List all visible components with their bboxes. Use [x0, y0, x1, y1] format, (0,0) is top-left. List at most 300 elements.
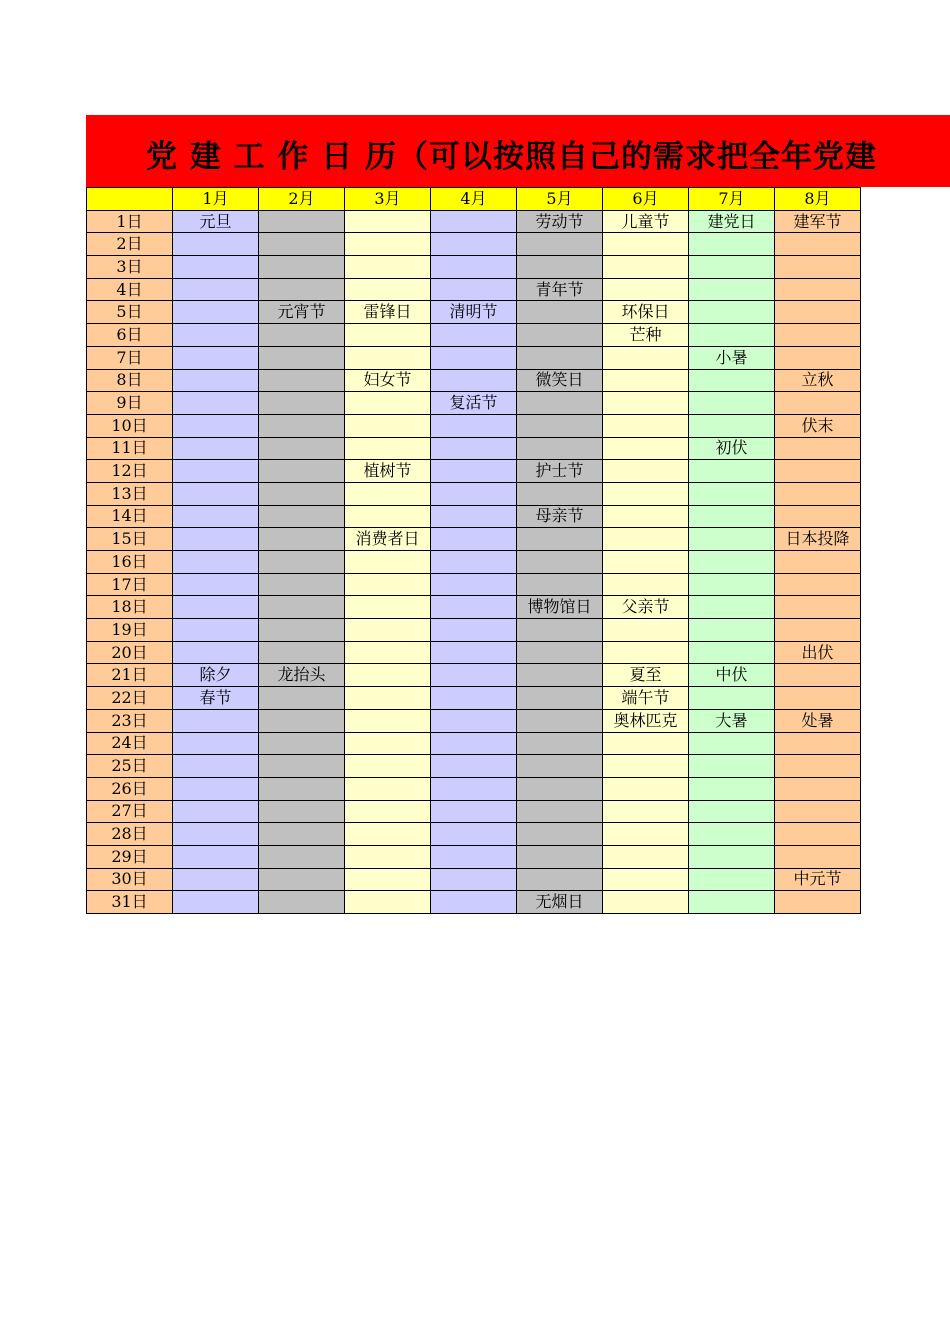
calendar-cell — [603, 346, 689, 369]
calendar-cell — [431, 573, 517, 596]
calendar-cell: 小暑 — [689, 346, 775, 369]
day-label: 4日 — [87, 278, 173, 301]
calendar-cell: 环保日 — [603, 301, 689, 324]
calendar-cell — [173, 573, 259, 596]
calendar-cell — [345, 414, 431, 437]
calendar-cell — [259, 777, 345, 800]
calendar-cell — [603, 777, 689, 800]
table-row — [87, 460, 861, 483]
calendar-cell — [345, 210, 431, 233]
calendar-cell — [431, 664, 517, 687]
calendar-cell — [259, 709, 345, 732]
calendar-cell — [345, 732, 431, 755]
calendar-cell — [173, 551, 259, 574]
calendar-cell — [431, 324, 517, 347]
day-label: 16日 — [87, 551, 173, 574]
calendar-cell — [173, 709, 259, 732]
calendar-cell — [775, 573, 861, 596]
calendar-cell — [775, 551, 861, 574]
day-label: 21日 — [87, 664, 173, 687]
table-row — [87, 732, 861, 755]
calendar-cell: 植树节 — [345, 460, 431, 483]
calendar-cell — [345, 755, 431, 778]
calendar-cell — [173, 369, 259, 392]
calendar-cell — [775, 596, 861, 619]
day-label: 11日 — [87, 437, 173, 460]
calendar-cell — [173, 596, 259, 619]
day-label: 15日 — [87, 528, 173, 551]
calendar-cell — [775, 505, 861, 528]
calendar-cell — [259, 732, 345, 755]
table-row — [87, 392, 861, 415]
calendar-cell — [431, 732, 517, 755]
day-label: 9日 — [87, 392, 173, 415]
calendar-cell — [173, 800, 259, 823]
table-row — [87, 845, 861, 868]
calendar-cell — [431, 845, 517, 868]
calendar-cell — [345, 823, 431, 846]
calendar-cell — [173, 619, 259, 642]
calendar-cell — [345, 551, 431, 574]
calendar-cell — [259, 460, 345, 483]
table-row — [87, 437, 861, 460]
day-label: 22日 — [87, 687, 173, 710]
calendar-cell — [345, 641, 431, 664]
calendar-cell — [173, 641, 259, 664]
calendar-cell — [603, 414, 689, 437]
calendar-cell — [431, 709, 517, 732]
calendar-cell — [431, 233, 517, 256]
calendar-cell — [173, 414, 259, 437]
calendar-cell — [345, 868, 431, 891]
calendar-cell — [689, 755, 775, 778]
month-header-7: 7月 — [689, 188, 775, 211]
calendar-cell — [517, 324, 603, 347]
calendar-cell: 清明节 — [431, 301, 517, 324]
calendar-cell — [173, 868, 259, 891]
calendar-cell — [689, 505, 775, 528]
calendar-cell — [689, 891, 775, 914]
calendar-body — [87, 188, 861, 914]
day-label: 30日 — [87, 868, 173, 891]
calendar-cell — [603, 823, 689, 846]
day-label: 12日 — [87, 460, 173, 483]
calendar-cell — [517, 414, 603, 437]
day-label: 23日 — [87, 709, 173, 732]
calendar-cell — [345, 256, 431, 279]
calendar-cell — [173, 256, 259, 279]
calendar-cell: 立秋 — [775, 369, 861, 392]
calendar-cell — [259, 256, 345, 279]
calendar-cell: 博物馆日 — [517, 596, 603, 619]
calendar-cell: 芒种 — [603, 324, 689, 347]
calendar-cell — [259, 392, 345, 415]
calendar-cell — [603, 528, 689, 551]
table-row — [87, 800, 861, 823]
calendar-cell — [517, 687, 603, 710]
calendar-cell: 复活节 — [431, 392, 517, 415]
day-label: 3日 — [87, 256, 173, 279]
table-row — [87, 664, 861, 687]
calendar-cell — [431, 755, 517, 778]
calendar-cell — [603, 573, 689, 596]
calendar-cell — [603, 732, 689, 755]
calendar-cell — [345, 845, 431, 868]
calendar-cell — [345, 800, 431, 823]
calendar-cell — [603, 845, 689, 868]
calendar-cell — [259, 619, 345, 642]
calendar-cell — [689, 256, 775, 279]
calendar-cell — [431, 346, 517, 369]
calendar-cell — [259, 845, 345, 868]
month-header-6: 6月 — [603, 188, 689, 211]
calendar-cell — [259, 482, 345, 505]
day-label: 2日 — [87, 233, 173, 256]
day-label: 10日 — [87, 414, 173, 437]
calendar-cell — [689, 687, 775, 710]
calendar-cell — [431, 823, 517, 846]
calendar-cell — [517, 233, 603, 256]
calendar-cell — [775, 687, 861, 710]
calendar-cell — [345, 346, 431, 369]
calendar-cell: 大暑 — [689, 709, 775, 732]
calendar-cell — [603, 755, 689, 778]
calendar-cell — [431, 777, 517, 800]
calendar-cell — [689, 482, 775, 505]
calendar-cell: 父亲节 — [603, 596, 689, 619]
calendar-cell — [259, 414, 345, 437]
calendar-cell — [775, 256, 861, 279]
calendar-cell — [689, 414, 775, 437]
calendar-cell — [603, 800, 689, 823]
calendar-cell — [173, 392, 259, 415]
calendar-cell — [689, 596, 775, 619]
calendar-cell — [345, 482, 431, 505]
calendar-cell — [603, 460, 689, 483]
table-row — [87, 346, 861, 369]
table-row — [87, 709, 861, 732]
calendar-cell: 建党日 — [689, 210, 775, 233]
calendar-cell — [259, 823, 345, 846]
calendar-cell: 元旦 — [173, 210, 259, 233]
calendar-cell — [689, 732, 775, 755]
calendar-cell — [517, 823, 603, 846]
calendar-cell — [689, 460, 775, 483]
calendar-cell — [517, 664, 603, 687]
calendar-cell — [689, 845, 775, 868]
calendar-cell — [345, 596, 431, 619]
calendar-cell: 端午节 — [603, 687, 689, 710]
calendar-cell — [259, 369, 345, 392]
calendar-cell — [603, 551, 689, 574]
calendar-cell — [259, 278, 345, 301]
calendar-cell — [345, 777, 431, 800]
calendar-cell: 中伏 — [689, 664, 775, 687]
calendar-cell — [259, 528, 345, 551]
calendar-cell — [431, 619, 517, 642]
calendar-cell: 劳动节 — [517, 210, 603, 233]
calendar-cell — [431, 369, 517, 392]
calendar-cell — [431, 891, 517, 914]
table-row — [87, 619, 861, 642]
calendar-cell — [345, 437, 431, 460]
calendar-cell — [431, 210, 517, 233]
table-row — [87, 528, 861, 551]
table-row — [87, 482, 861, 505]
page-title: 党 建 工 作 日 历（可以按照自己的需求把全年党建 — [146, 139, 877, 175]
calendar-cell — [173, 482, 259, 505]
month-header-row — [87, 188, 861, 211]
calendar-cell — [517, 641, 603, 664]
calendar-cell: 出伏 — [775, 641, 861, 664]
calendar-cell — [689, 369, 775, 392]
calendar-cell — [259, 868, 345, 891]
calendar-cell — [775, 460, 861, 483]
calendar-cell — [173, 755, 259, 778]
calendar-cell: 微笑日 — [517, 369, 603, 392]
calendar-cell — [689, 392, 775, 415]
table-row — [87, 414, 861, 437]
table-row — [87, 324, 861, 347]
calendar-cell — [517, 482, 603, 505]
calendar-cell — [517, 256, 603, 279]
day-label: 31日 — [87, 891, 173, 914]
calendar-cell — [431, 596, 517, 619]
calendar-cell: 日本投降 — [775, 528, 861, 551]
calendar-cell — [259, 346, 345, 369]
calendar-cell — [689, 619, 775, 642]
table-row — [87, 596, 861, 619]
calendar-cell — [431, 482, 517, 505]
calendar-cell: 奥林匹克 — [603, 709, 689, 732]
calendar-cell — [259, 891, 345, 914]
calendar-cell — [173, 823, 259, 846]
calendar-cell: 处暑 — [775, 709, 861, 732]
calendar-cell — [689, 641, 775, 664]
month-header-5: 5月 — [517, 188, 603, 211]
calendar-cell — [603, 619, 689, 642]
day-label: 20日 — [87, 641, 173, 664]
calendar-cell: 元宵节 — [259, 301, 345, 324]
calendar-cell — [517, 619, 603, 642]
calendar-cell — [345, 233, 431, 256]
calendar-cell — [431, 800, 517, 823]
calendar-cell — [173, 528, 259, 551]
table-row — [87, 687, 861, 710]
calendar-cell — [431, 551, 517, 574]
calendar-cell — [603, 369, 689, 392]
calendar-cell — [775, 233, 861, 256]
table-row — [87, 641, 861, 664]
table-row — [87, 777, 861, 800]
calendar-cell — [517, 845, 603, 868]
month-header-1: 1月 — [173, 188, 259, 211]
calendar-cell — [517, 346, 603, 369]
calendar-cell — [259, 505, 345, 528]
month-header-4: 4月 — [431, 188, 517, 211]
day-label: 18日 — [87, 596, 173, 619]
month-header-3: 3月 — [345, 188, 431, 211]
calendar-cell — [689, 528, 775, 551]
calendar-cell — [173, 845, 259, 868]
calendar-cell — [173, 278, 259, 301]
calendar-cell — [517, 868, 603, 891]
calendar-cell — [173, 233, 259, 256]
calendar-cell — [431, 437, 517, 460]
calendar-cell — [775, 845, 861, 868]
calendar-cell — [775, 392, 861, 415]
day-label: 26日 — [87, 777, 173, 800]
calendar-cell — [775, 278, 861, 301]
calendar-cell — [173, 505, 259, 528]
table-row — [87, 256, 861, 279]
table-row — [87, 505, 861, 528]
table-row — [87, 233, 861, 256]
calendar-cell — [775, 755, 861, 778]
calendar-cell — [775, 732, 861, 755]
calendar-cell: 消费者日 — [345, 528, 431, 551]
calendar-cell: 护士节 — [517, 460, 603, 483]
calendar-cell — [689, 233, 775, 256]
day-label: 6日 — [87, 324, 173, 347]
calendar-cell — [775, 664, 861, 687]
calendar-cell: 除夕 — [173, 664, 259, 687]
calendar-cell — [775, 823, 861, 846]
calendar-cell — [517, 777, 603, 800]
calendar-cell: 春节 — [173, 687, 259, 710]
calendar-cell — [345, 619, 431, 642]
calendar-cell — [689, 800, 775, 823]
month-header-8: 8月 — [775, 188, 861, 211]
calendar-cell — [517, 709, 603, 732]
month-header-2: 2月 — [259, 188, 345, 211]
calendar-cell — [603, 641, 689, 664]
calendar-cell: 夏至 — [603, 664, 689, 687]
table-row — [87, 755, 861, 778]
day-label: 24日 — [87, 732, 173, 755]
calendar-cell: 中元节 — [775, 868, 861, 891]
calendar-cell — [431, 687, 517, 710]
calendar-cell — [775, 482, 861, 505]
calendar-cell — [603, 482, 689, 505]
calendar-cell — [259, 641, 345, 664]
calendar-cell: 母亲节 — [517, 505, 603, 528]
calendar-cell — [431, 460, 517, 483]
calendar-cell: 妇女节 — [345, 369, 431, 392]
calendar-cell — [345, 392, 431, 415]
calendar-cell — [775, 619, 861, 642]
day-label: 1日 — [87, 210, 173, 233]
calendar-cell — [173, 437, 259, 460]
table-row — [87, 301, 861, 324]
calendar-cell — [345, 709, 431, 732]
calendar-cell — [173, 301, 259, 324]
calendar-cell — [259, 551, 345, 574]
calendar-cell — [689, 278, 775, 301]
calendar-cell — [603, 505, 689, 528]
day-label: 13日 — [87, 482, 173, 505]
calendar-cell — [689, 823, 775, 846]
day-label: 7日 — [87, 346, 173, 369]
calendar-cell — [517, 301, 603, 324]
calendar-cell — [603, 256, 689, 279]
calendar-cell — [775, 437, 861, 460]
calendar-cell: 儿童节 — [603, 210, 689, 233]
calendar-cell — [431, 528, 517, 551]
calendar-cell — [259, 437, 345, 460]
calendar-cell — [603, 233, 689, 256]
calendar-cell — [775, 301, 861, 324]
calendar-cell — [345, 278, 431, 301]
calendar-cell — [517, 551, 603, 574]
calendar-cell — [345, 324, 431, 347]
calendar-cell — [259, 755, 345, 778]
calendar-cell — [259, 233, 345, 256]
day-label: 19日 — [87, 619, 173, 642]
calendar-cell — [517, 800, 603, 823]
calendar-cell — [173, 732, 259, 755]
calendar-cell — [259, 800, 345, 823]
calendar-cell: 初伏 — [689, 437, 775, 460]
table-row — [87, 278, 861, 301]
day-label: 25日 — [87, 755, 173, 778]
calendar-cell: 伏末 — [775, 414, 861, 437]
table-row — [87, 868, 861, 891]
table-row — [87, 369, 861, 392]
calendar-cell — [345, 687, 431, 710]
calendar-table — [86, 187, 861, 914]
calendar-cell — [431, 256, 517, 279]
calendar-cell — [517, 732, 603, 755]
calendar-cell — [603, 392, 689, 415]
calendar-cell — [689, 868, 775, 891]
calendar-cell — [603, 868, 689, 891]
calendar-cell — [431, 505, 517, 528]
calendar-cell — [603, 437, 689, 460]
calendar-cell — [775, 346, 861, 369]
calendar-cell — [259, 324, 345, 347]
title-banner — [86, 115, 950, 187]
calendar-cell — [517, 437, 603, 460]
calendar-cell — [517, 755, 603, 778]
corner-cell — [87, 188, 173, 211]
calendar-cell — [517, 392, 603, 415]
table-row — [87, 551, 861, 574]
day-label: 27日 — [87, 800, 173, 823]
calendar-cell: 龙抬头 — [259, 664, 345, 687]
day-label: 28日 — [87, 823, 173, 846]
day-label: 17日 — [87, 573, 173, 596]
calendar-cell — [173, 777, 259, 800]
calendar-cell — [689, 301, 775, 324]
calendar-cell: 无烟日 — [517, 891, 603, 914]
calendar-cell — [431, 868, 517, 891]
calendar-cell — [775, 777, 861, 800]
calendar-cell: 建军节 — [775, 210, 861, 233]
calendar-cell: 雷锋日 — [345, 301, 431, 324]
table-row — [87, 891, 861, 914]
calendar-cell — [345, 664, 431, 687]
calendar-cell — [431, 414, 517, 437]
calendar-cell — [689, 777, 775, 800]
calendar-cell — [259, 210, 345, 233]
calendar-cell — [689, 551, 775, 574]
calendar-cell — [259, 573, 345, 596]
day-label: 5日 — [87, 301, 173, 324]
calendar-cell — [603, 891, 689, 914]
calendar-cell — [345, 505, 431, 528]
table-row — [87, 823, 861, 846]
